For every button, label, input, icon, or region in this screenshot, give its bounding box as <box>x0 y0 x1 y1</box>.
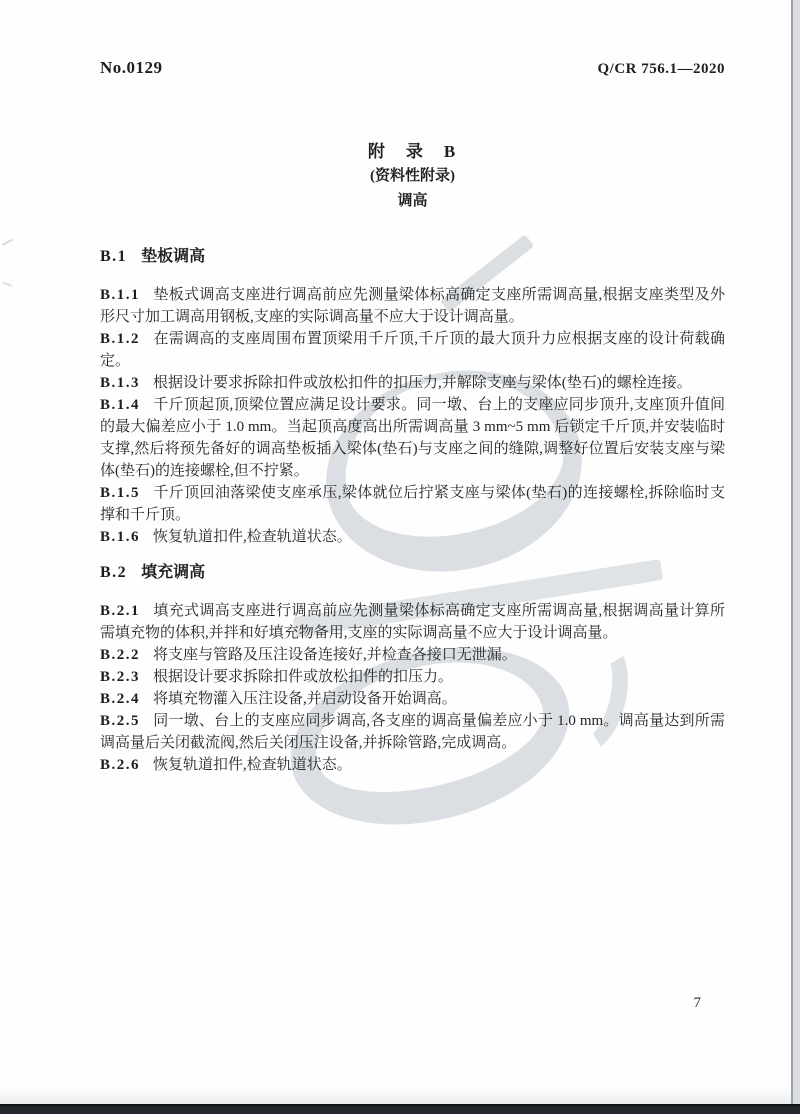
clause <box>100 754 725 776</box>
clause-text: 在需调高的支座周围布置顶梁用千斤顶,千斤顶的最大顶升力应根据支座的设计荷载确定。 <box>100 331 725 369</box>
clause-text: 同一墩、台上的支座应同步调高,各支座的调高量偏差应小于 1.0 mm。调高量达到所需调高量后关闭截流阀,然后关闭压注设备,并拆除管路,完成调高。 <box>100 713 725 751</box>
clause <box>100 688 725 710</box>
scan-edge-right <box>791 0 800 1114</box>
clause-label: B.1.2 <box>100 331 141 347</box>
clause-label: B.2.1 <box>100 603 141 619</box>
clause <box>100 284 725 328</box>
scan-edge-bottom <box>0 1104 800 1114</box>
clause-text: 根据设计要求拆除扣件或放松扣件的扣压力,并解除支座与梁体(垫石)的螺栓连接。 <box>153 375 692 391</box>
appendix-title-block <box>100 140 725 214</box>
clause-label: B.1.5 <box>100 485 141 501</box>
page-number: 7 <box>693 995 701 1011</box>
document-body <box>100 246 725 776</box>
scan-shadow <box>0 1088 800 1104</box>
clause-text: 将支座与管路及压注设备连接好,并检查各接口无泄漏。 <box>153 647 517 663</box>
page-header <box>100 58 725 78</box>
clause-label: B.2.6 <box>100 757 141 773</box>
clause-text: 将填充物灌入压注设备,并启动设备开始调高。 <box>153 691 457 707</box>
clause-label: B.2.4 <box>100 691 141 707</box>
clause-label: B.1.6 <box>100 529 141 545</box>
clause-text: 根据设计要求拆除扣件或放松扣件的扣压力。 <box>153 669 454 685</box>
clause-label: B.1.3 <box>100 375 141 391</box>
clause-label: B.2.3 <box>100 669 141 685</box>
section-title: 垫板调高 <box>141 248 206 265</box>
clause <box>100 644 725 666</box>
clause <box>100 710 725 754</box>
clause-text: 垫板式调高支座进行调高前应先测量梁体标高确定支座所需调高量,根据支座类型及外形尺寸加工调高用钢板,支座的实际调高量不应大于设计调高量。 <box>100 287 725 325</box>
standard-code: Q/CR 756.1—2020 <box>597 61 725 77</box>
document-number: No.0129 <box>100 58 163 77</box>
clause <box>100 394 725 482</box>
appendix-title: 附 录 B <box>367 142 458 161</box>
section-label: B.1 <box>100 248 128 265</box>
clause <box>100 526 725 548</box>
clause <box>100 666 725 688</box>
section-title: 填充调高 <box>141 564 206 581</box>
section-label: B.2 <box>100 564 128 581</box>
section-b2 <box>100 562 725 776</box>
section-heading <box>100 246 725 268</box>
clause-label: B.2.2 <box>100 647 141 663</box>
appendix-subtitle: (资料性附录) <box>370 168 455 184</box>
clause-text: 恢复轨道扣件,检查轨道状态。 <box>153 757 352 773</box>
clause-text: 千斤顶起顶,顶梁位置应满足设计要求。同一墩、台上的支座应同步顶升,支座顶升值间的最大偏差应小于 1.0 mm。当起顶高度高出所需调高量 3 mm~5 mm 后锁定千斤顶,并安装临时支撑,然后将预先备好的调高垫板插入梁体(垫石)与支座之间的缝隙,调整好位置后安装支座与梁体(垫石)的连接螺栓,但不拧紧。 <box>100 397 725 479</box>
clause-label: B.2.5 <box>100 713 141 729</box>
clause <box>100 328 725 372</box>
clause <box>100 600 725 644</box>
clause-text: 填充式调高支座进行调高前应先测量梁体标高确定支座所需调高量,根据调高量计算所需填充物的体积,并拌和好填充物备用,支座的实际调高量不应大于设计调高量。 <box>100 603 725 641</box>
clause-label: B.1.1 <box>100 287 141 303</box>
appendix-name: 调高 <box>397 193 428 209</box>
clause-text: 千斤顶回油落梁使支座承压,梁体就位后拧紧支座与梁体(垫石)的连接螺栓,拆除临时支撑和千斤顶。 <box>100 485 725 523</box>
clause-label: B.1.4 <box>100 397 141 413</box>
section-b1 <box>100 246 725 548</box>
section-heading <box>100 562 725 584</box>
clause-text: 恢复轨道扣件,检查轨道状态。 <box>153 529 352 545</box>
clause <box>100 482 725 526</box>
clause <box>100 372 725 394</box>
